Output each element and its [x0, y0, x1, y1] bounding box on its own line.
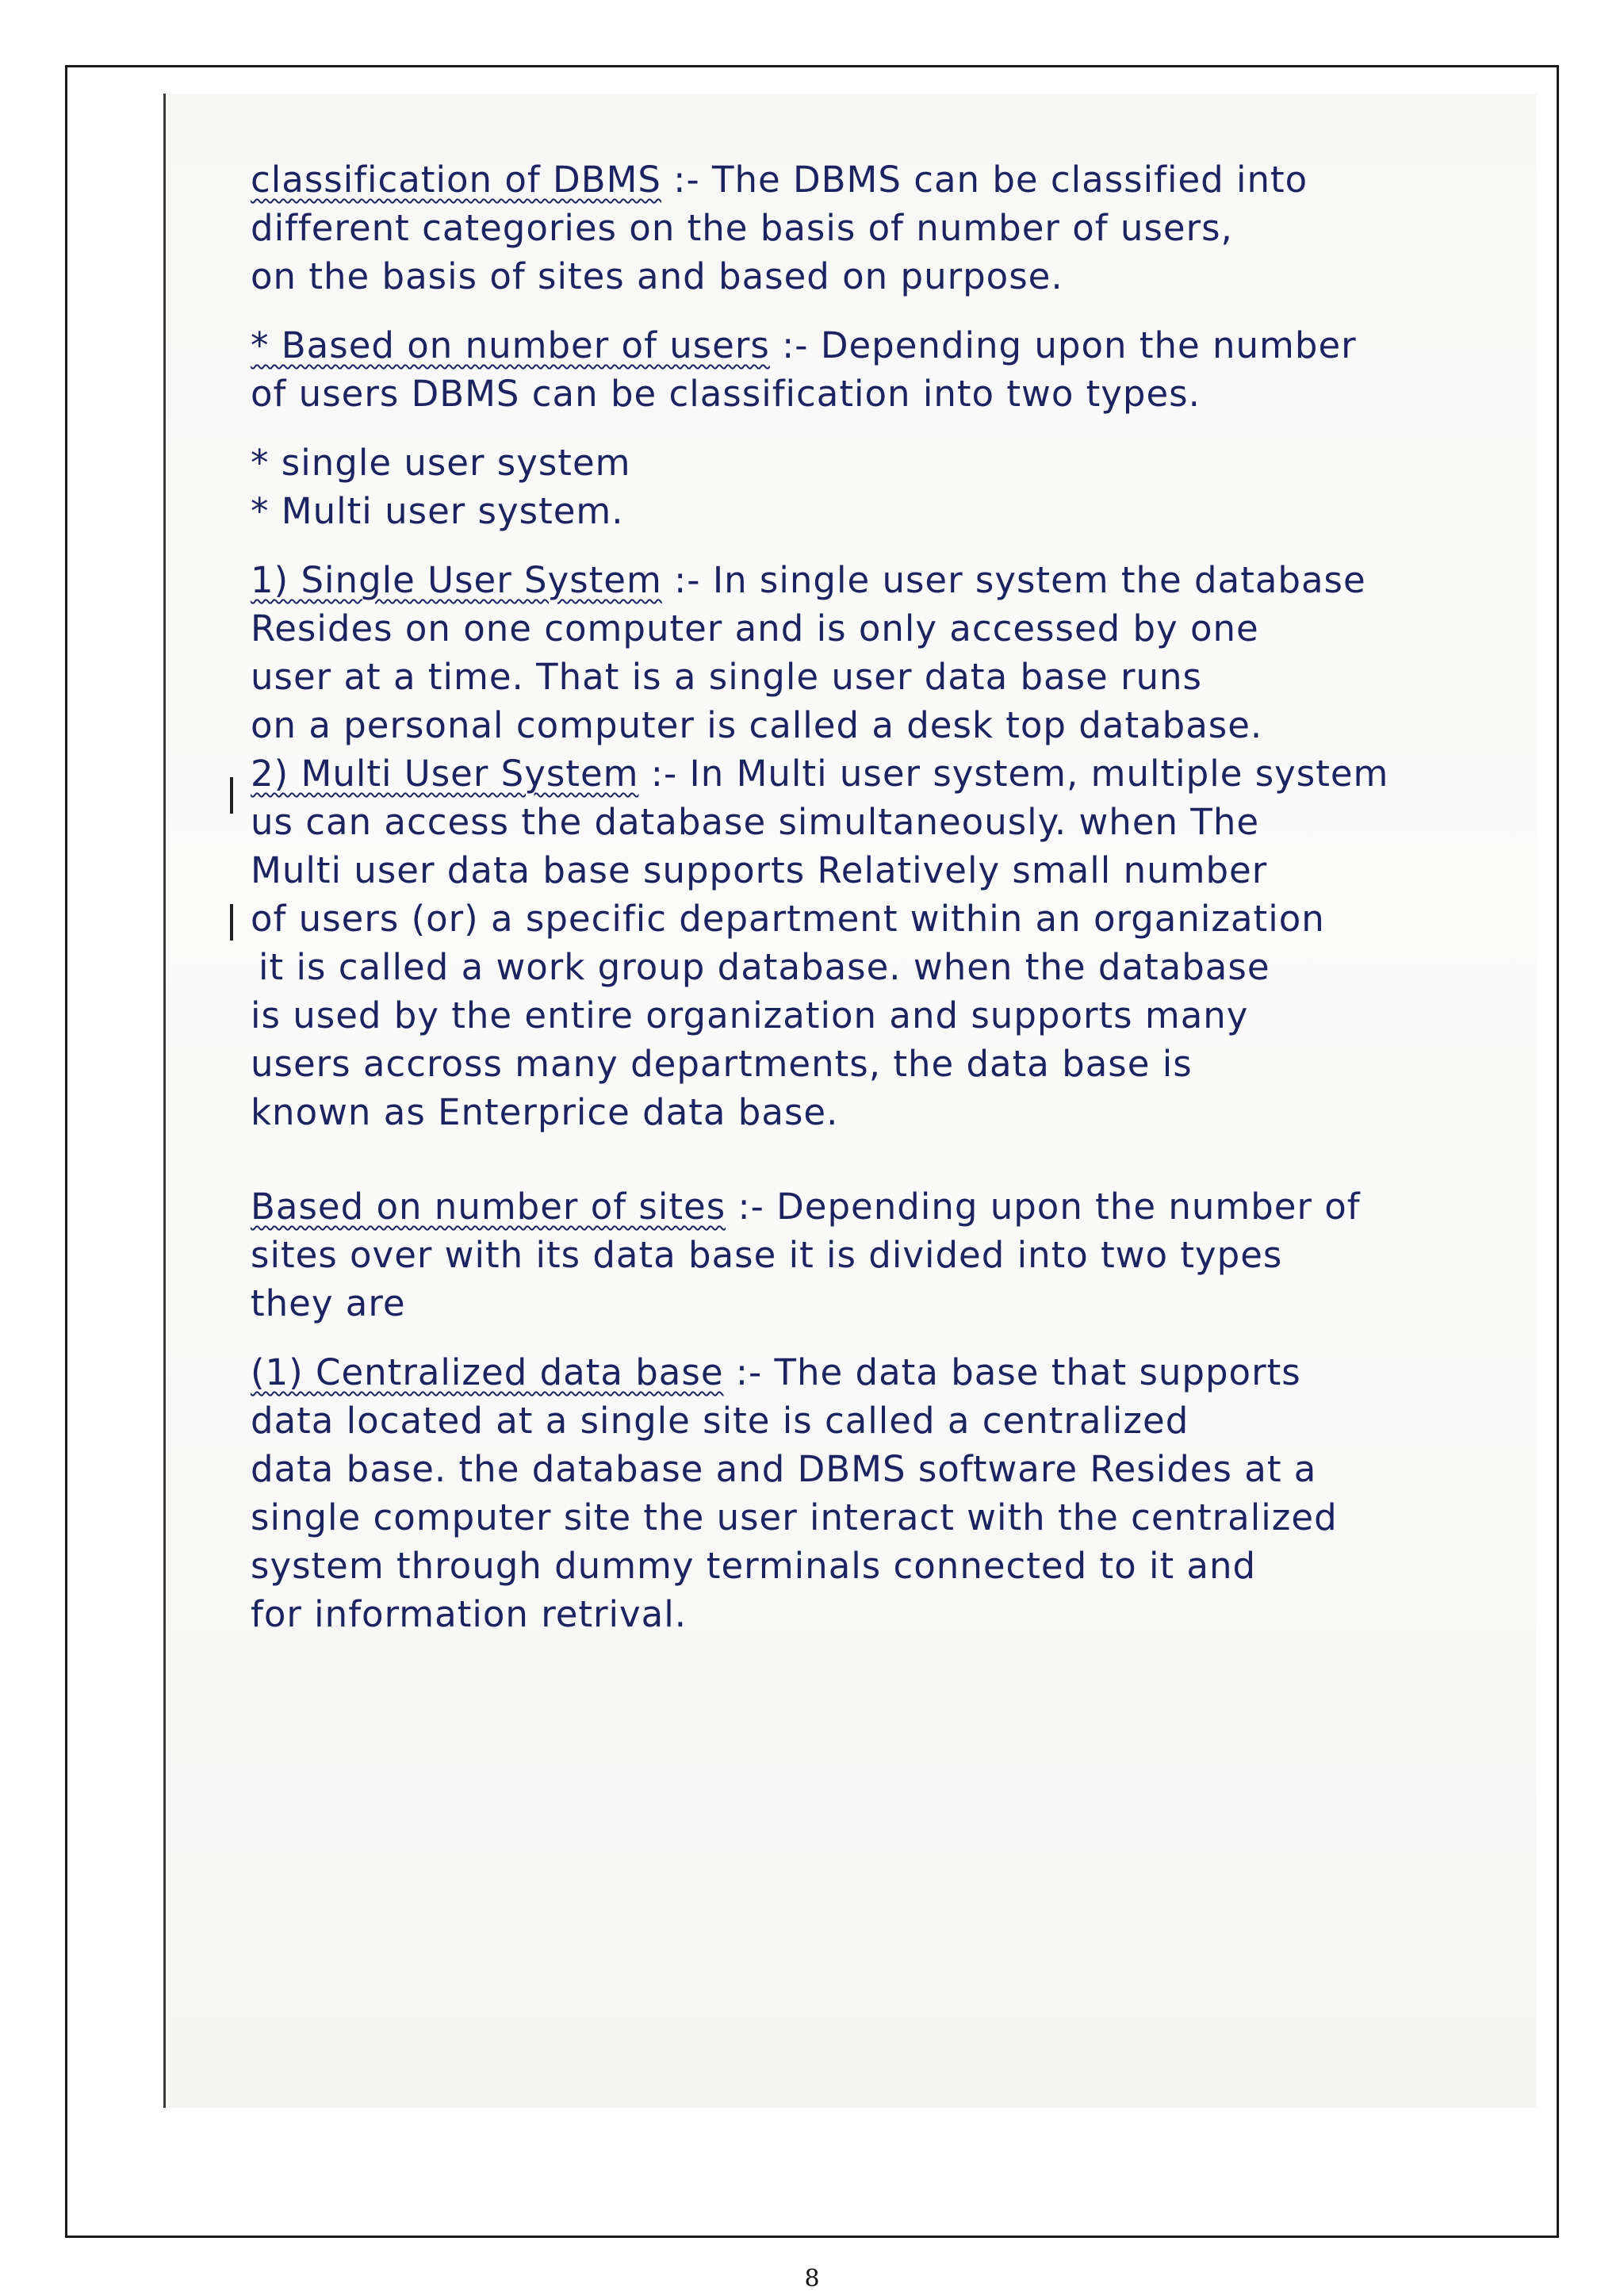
single-user-line-2: Resides on one computer and is only accessed by one	[251, 607, 1259, 649]
multi-user-line-1: 2) Multi User System :- In Multi user system, multiple system	[251, 753, 1389, 795]
centralized-line-6: for information retrival.	[251, 1593, 688, 1635]
users-section-line-2: of users DBMS can be classification into two types.	[251, 373, 1201, 415]
intro-line-3: on the basis of sites and based on purpose.	[251, 255, 1063, 297]
margin-tick-mark	[230, 777, 233, 814]
heading-based-on-users: * Based on number of users	[251, 324, 770, 366]
single-user-line-4: on a personal computer is called a desk top database.	[251, 704, 1263, 746]
centralized-line-4: single computer site the user interact with the centralized	[251, 1496, 1338, 1538]
heading-based-on-sites: Based on number of sites	[251, 1186, 726, 1228]
heading-classification: classification of DBMS	[251, 159, 661, 201]
multi-user-line-3: Multi user data base supports Relatively small number	[251, 849, 1268, 891]
multi-user-line-8: known as Enterprice data base.	[251, 1091, 839, 1133]
single-user-line-3: user at a time. That is a single user data base runs	[251, 656, 1203, 698]
users-section-line-1: * Based on number of users :- Depending upon the number	[251, 324, 1357, 366]
multi-user-line-6: is used by the entire organization and supports many	[251, 994, 1249, 1036]
multi-user-line-2: us can access the database simultaneously. when The	[251, 801, 1260, 843]
intro-line-2: different categories on the basis of number of users,	[251, 207, 1233, 249]
centralized-line-2: data located at a single site is called a centralized	[251, 1400, 1189, 1442]
intro-line-1: classification of DBMS :- The DBMS can be classified into	[251, 159, 1308, 201]
multi-user-line-7: users accross many departments, the data base is	[251, 1043, 1193, 1085]
multi-user-line-5: it is called a work group database. when the database	[259, 946, 1270, 988]
page-number: 8	[804, 2265, 820, 2293]
single-user-line-1: 1) Single User System :- In single user system the database	[251, 559, 1366, 601]
heading-multi-user-system: 2) Multi User System	[251, 753, 639, 795]
centralized-line-1: (1) Centralized data base :- The data base that supports	[251, 1351, 1301, 1393]
heading-single-user-system: 1) Single User System	[251, 559, 662, 601]
margin-tick-mark	[230, 904, 233, 941]
bullet-multi-user: * Multi user system.	[251, 490, 624, 532]
multi-user-line-4: of users (or) a specific department within an organization	[251, 898, 1325, 940]
heading-centralized-database: (1) Centralized data base	[251, 1351, 724, 1393]
bullet-single-user: * single user system	[251, 442, 631, 484]
sites-section-line-1: Based on number of sites :- Depending upon the number of	[251, 1186, 1361, 1228]
sites-section-line-3: they are	[251, 1282, 406, 1324]
centralized-line-3: data base. the database and DBMS software Resides at a	[251, 1448, 1317, 1490]
handwritten-notes	[251, 155, 1535, 1638]
sites-section-line-2: sites over with its data base it is divided into two types	[251, 1234, 1283, 1276]
centralized-line-5: system through dummy terminals connected to it and	[251, 1545, 1257, 1587]
